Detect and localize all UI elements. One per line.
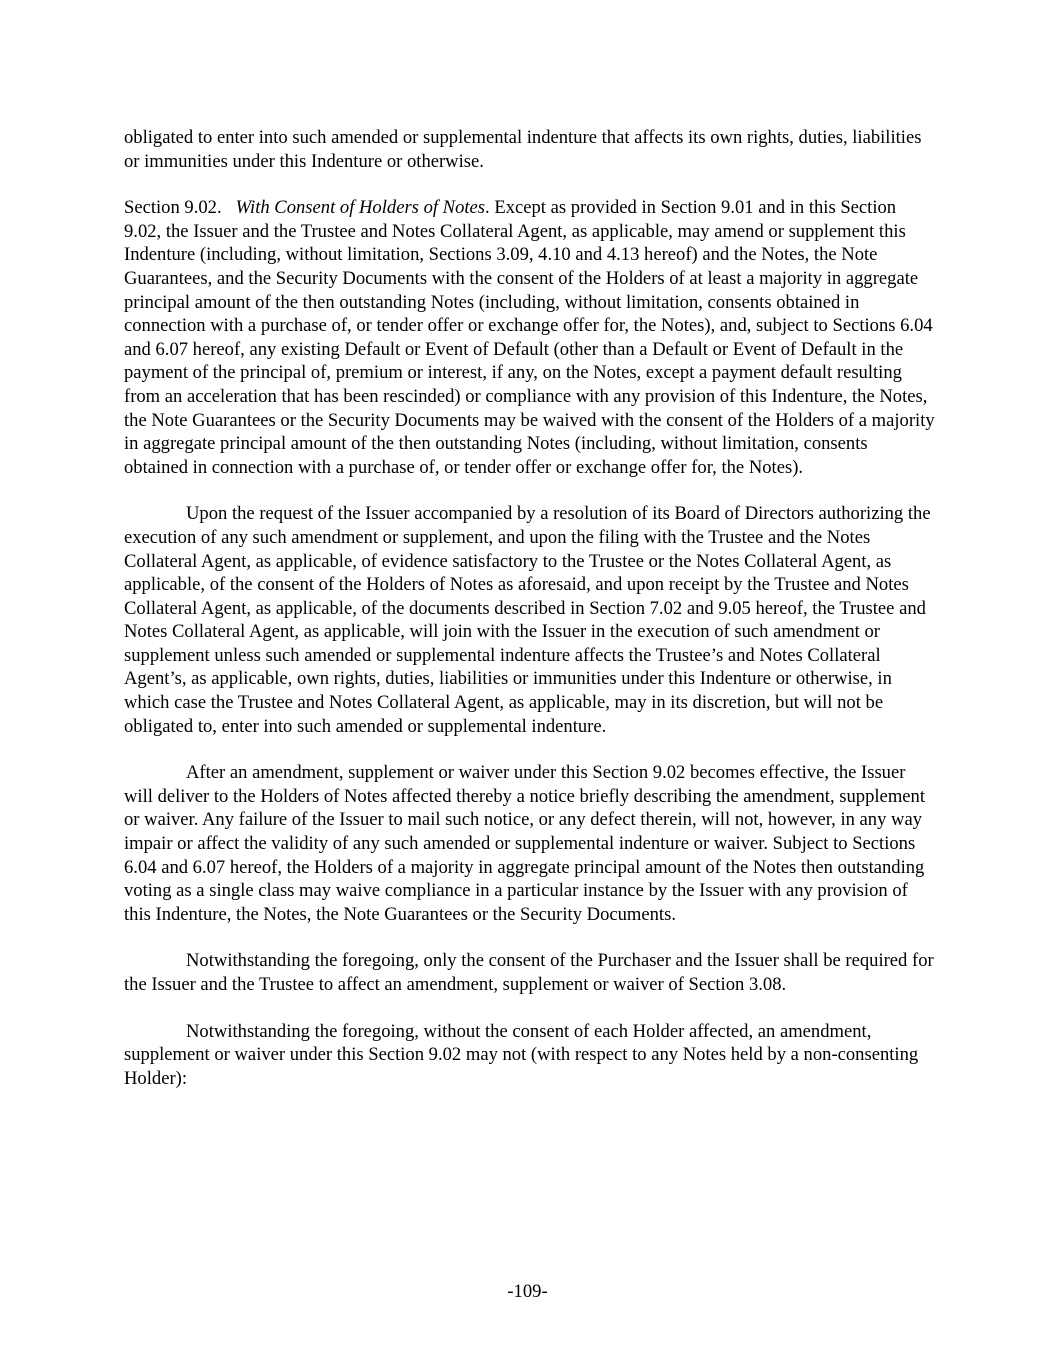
section-title: With Consent of Holders of Notes [235,197,486,219]
document-page [124,126,936,1113]
paragraph-after-amendment: After an amendment, supplement or waiver under this Section 9.02 becomes effective, the Issuer will deliver to the Holders of Notes affected thereby a notice briefly describing the amendment, supplement or waiver. Any failure of the Issuer to mail such notice, or any defect therein, will not, however, in any way impair or affect the validity of any such amended or supplemental indenture or waiver. Subject to Sections 6.04 and 6.07 hereof, the Holders of a majority in aggregate principal amount of the Notes then outstanding voting as a single class may waive compliance in a particular instance by the Issuer with any provision of this Indenture, the Notes, the Note Guarantees or the Security Documents. [124,762,925,925]
paragraph-upon-request: Upon the request of the Issuer accompanied by a resolution of its Board of Directors authorizing the execution of any such amendment or supplement, and upon the filing with the Trustee and the Notes Collateral Agent, as applicable, of evidence satisfactory to the Trustee or the Notes Collateral Agent, as applicable, of the consent of the Holders of Notes as aforesaid, and upon receipt by the Trustee and Notes Collateral Agent, as applicable, of the documents described in Section 7.02 and 9.05 hereof, the Trustee and Notes Collateral Agent, as applicable, will join with the Issuer in the execution of such amendment or supplement unless such amended or supplemental indenture affects the Trustee’s and Notes Collateral Agent’s, as applicable, own rights, duties, liabilities or immunities under this Indenture or otherwise, in which case the Trustee and Notes Collateral Agent, as applicable, may in its discretion, but will not be obligated to, enter into such amended or supplemental indenture. [124,503,931,737]
section-9-02-paragraph [124,196,936,479]
paragraph-each-holder-consent: Notwithstanding the foregoing, without the consent of each Holder affected, an amendment, supplement or waiver under this Section 9.02 may not (with respect to any Notes held by a non-consenting Holder): [124,1020,919,1089]
page-number: -109- [507,1281,548,1302]
section-number: Section 9.02. [124,197,222,219]
paragraph-purchaser-consent: Notwithstanding the foregoing, only the consent of the Purchaser and the Issuer shall be required for the Issuer and the Trustee to affect an amendment, supplement or waiver of Section 3.08. [124,950,934,995]
section-body: . Except as provided in Section 9.01 and in this Section 9.02, the Issuer and the Trustee and Notes Collateral Agent, as applicable, may amend or supplement this Indenture (including, without limitation, Sections 3.09, 4.10 and 4.13 hereof) and the Notes, the Note Guarantees, and the Security Documents with the consent of the Holders of at least a majority in aggregate principal amount of the then outstanding Notes (including, without limitation, consents obtained in connection with a purchase of, or tender offer or exchange offer for, the Notes), and, subject to Sections 6.04 and 6.07 hereof, any existing Default or Event of Default (other than a Default or Event of Default in the payment of the principal of, premium or interest, if any, on the Notes, except a payment default resulting from an acceleration that has been rescinded) or compliance with any provision of this Indenture, the Notes, the Note Guarantees or the Security Documents may be waived with the consent of the Holders of a majority in aggregate principal amount of the then outstanding Notes (including, without limitation, consents obtained in connection with a purchase of, or tender offer or exchange offer for, the Notes). [124,197,935,478]
paragraph-continuation: obligated to enter into such amended or supplemental indenture that affects its own rights, duties, liabilities or immunities under this Indenture or otherwise. [124,127,922,172]
